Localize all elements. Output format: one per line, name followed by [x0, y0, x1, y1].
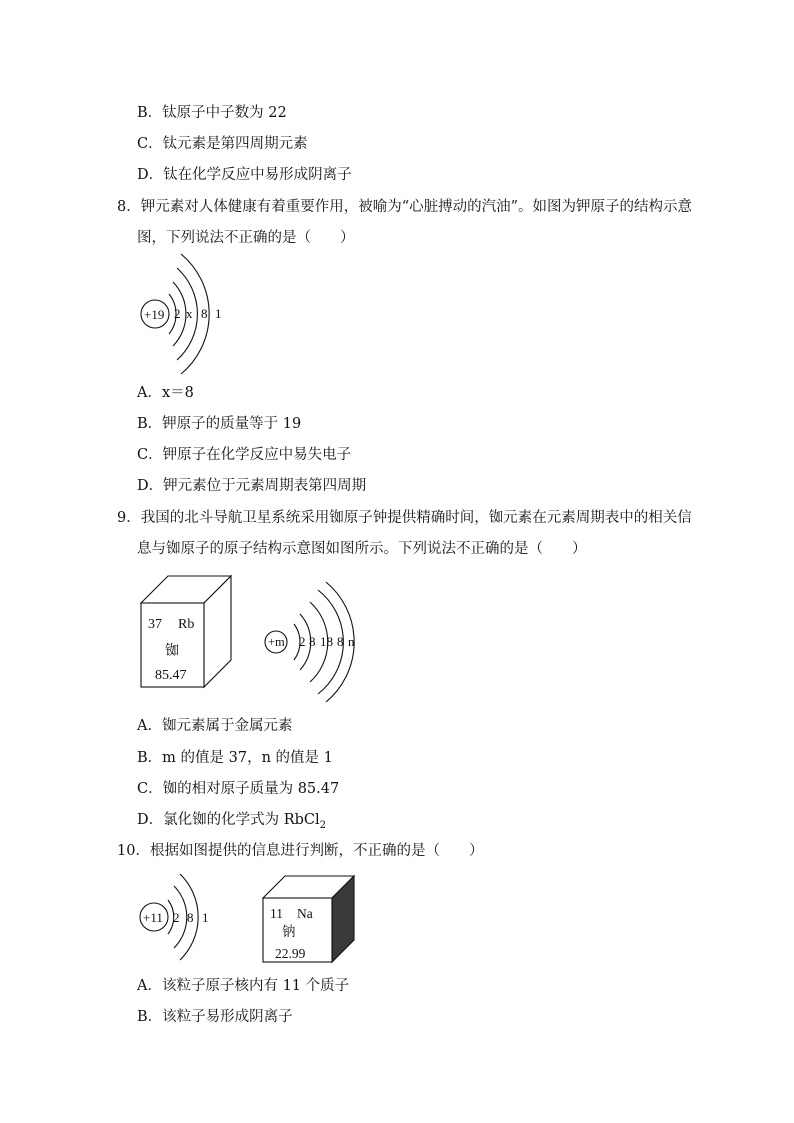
- q9-shell-count-4: 8: [337, 634, 344, 649]
- q10-stem: 10．根据如图提供的信息进行判断，不正确的是（ ）: [117, 843, 484, 859]
- q8-potassium-atom-diagram: [138, 252, 238, 376]
- q9-card-symbol: Rb: [178, 617, 195, 632]
- q9-rubidium-atom-diagram: [262, 578, 362, 702]
- q8-shell-count-2: x: [186, 306, 193, 321]
- q9-shell-count-2: 8: [309, 634, 316, 649]
- q7-option-c: C．钛元素是第四周期元素: [137, 136, 308, 152]
- q8-stem-line-1: 8．钾元素对人体健康有着重要作用，被喻为“心脏搏动的汽油”。如图为钾原子的结构示意: [117, 199, 693, 215]
- q10-shell-count-1: 2: [173, 910, 180, 925]
- q10-shell-count-2: 8: [187, 910, 194, 925]
- q10-card-atomic-number: 11: [270, 906, 283, 921]
- q8-option-a: A．x＝8: [137, 385, 194, 401]
- q7-option-b: B．钛原子中子数为 22: [137, 105, 287, 121]
- q9-shell-count-1: 2: [299, 634, 306, 649]
- q10-nucleus-label: +11: [143, 910, 163, 925]
- q10-option-b: B．该粒子易形成阴离子: [137, 1009, 293, 1025]
- q7-option-d: D．钛在化学反应中易形成阴离子: [137, 167, 352, 183]
- q9-option-c: C．铷的相对原子质量为 85.47: [137, 781, 340, 797]
- q8-shell-count-3: 8: [201, 306, 208, 321]
- q9-stem-line-2: 息与铷原子的原子结构示意图如图所示。下列说法不正确的是（ ）: [137, 541, 587, 557]
- q10-sodium-element-card: [260, 874, 360, 968]
- q10-card-name: 钠: [282, 924, 296, 939]
- q10-option-a: A．该粒子原子核内有 11 个质子: [137, 978, 350, 994]
- q9-rubidium-element-card: [138, 573, 238, 693]
- q9-nucleus-label: +m: [268, 635, 285, 649]
- q9-card-atomic-number: 37: [148, 617, 162, 632]
- q9-stem-line-1: 9．我国的北斗导航卫星系统采用铷原子钟提供精确时间，铷元素在元素周期表中的相关信: [117, 510, 692, 526]
- q8-nucleus-label: +19: [144, 307, 165, 322]
- q10-shell-count-3: 1: [202, 910, 209, 925]
- q8-shell-count-1: 2: [174, 306, 181, 321]
- q8-option-b: B．钾原子的质量等于 19: [137, 416, 302, 432]
- q9-shell-count-5: n: [348, 634, 355, 649]
- q8-option-c: C．钾原子在化学反应中易失电子: [137, 447, 352, 463]
- q8-shell-count-4: 1: [215, 306, 222, 321]
- q9-option-b: B．m 的值是 37，n 的值是 1: [137, 750, 333, 766]
- q10-card-mass: 22.99: [275, 946, 306, 961]
- q10-card-symbol: Na: [297, 906, 313, 921]
- q10-sodium-atom-diagram: [138, 870, 228, 966]
- q9-shell-count-3: 18: [320, 634, 333, 649]
- q9-option-a: A．铷元素属于金属元素: [137, 718, 293, 734]
- q9-option-d-subscript: 2: [319, 819, 327, 831]
- q8-stem-line-2: 图，下列说法不正确的是（ ）: [137, 230, 355, 246]
- q8-option-d: D．钾元素位于元素周期表第四周期: [137, 478, 367, 494]
- q9-card-name: 铷: [165, 644, 179, 659]
- q9-option-d-text: D．氯化铷的化学式为 RbCl: [137, 812, 320, 828]
- q9-card-mass: 85.47: [155, 668, 187, 683]
- q9-option-d: [137, 811, 326, 835]
